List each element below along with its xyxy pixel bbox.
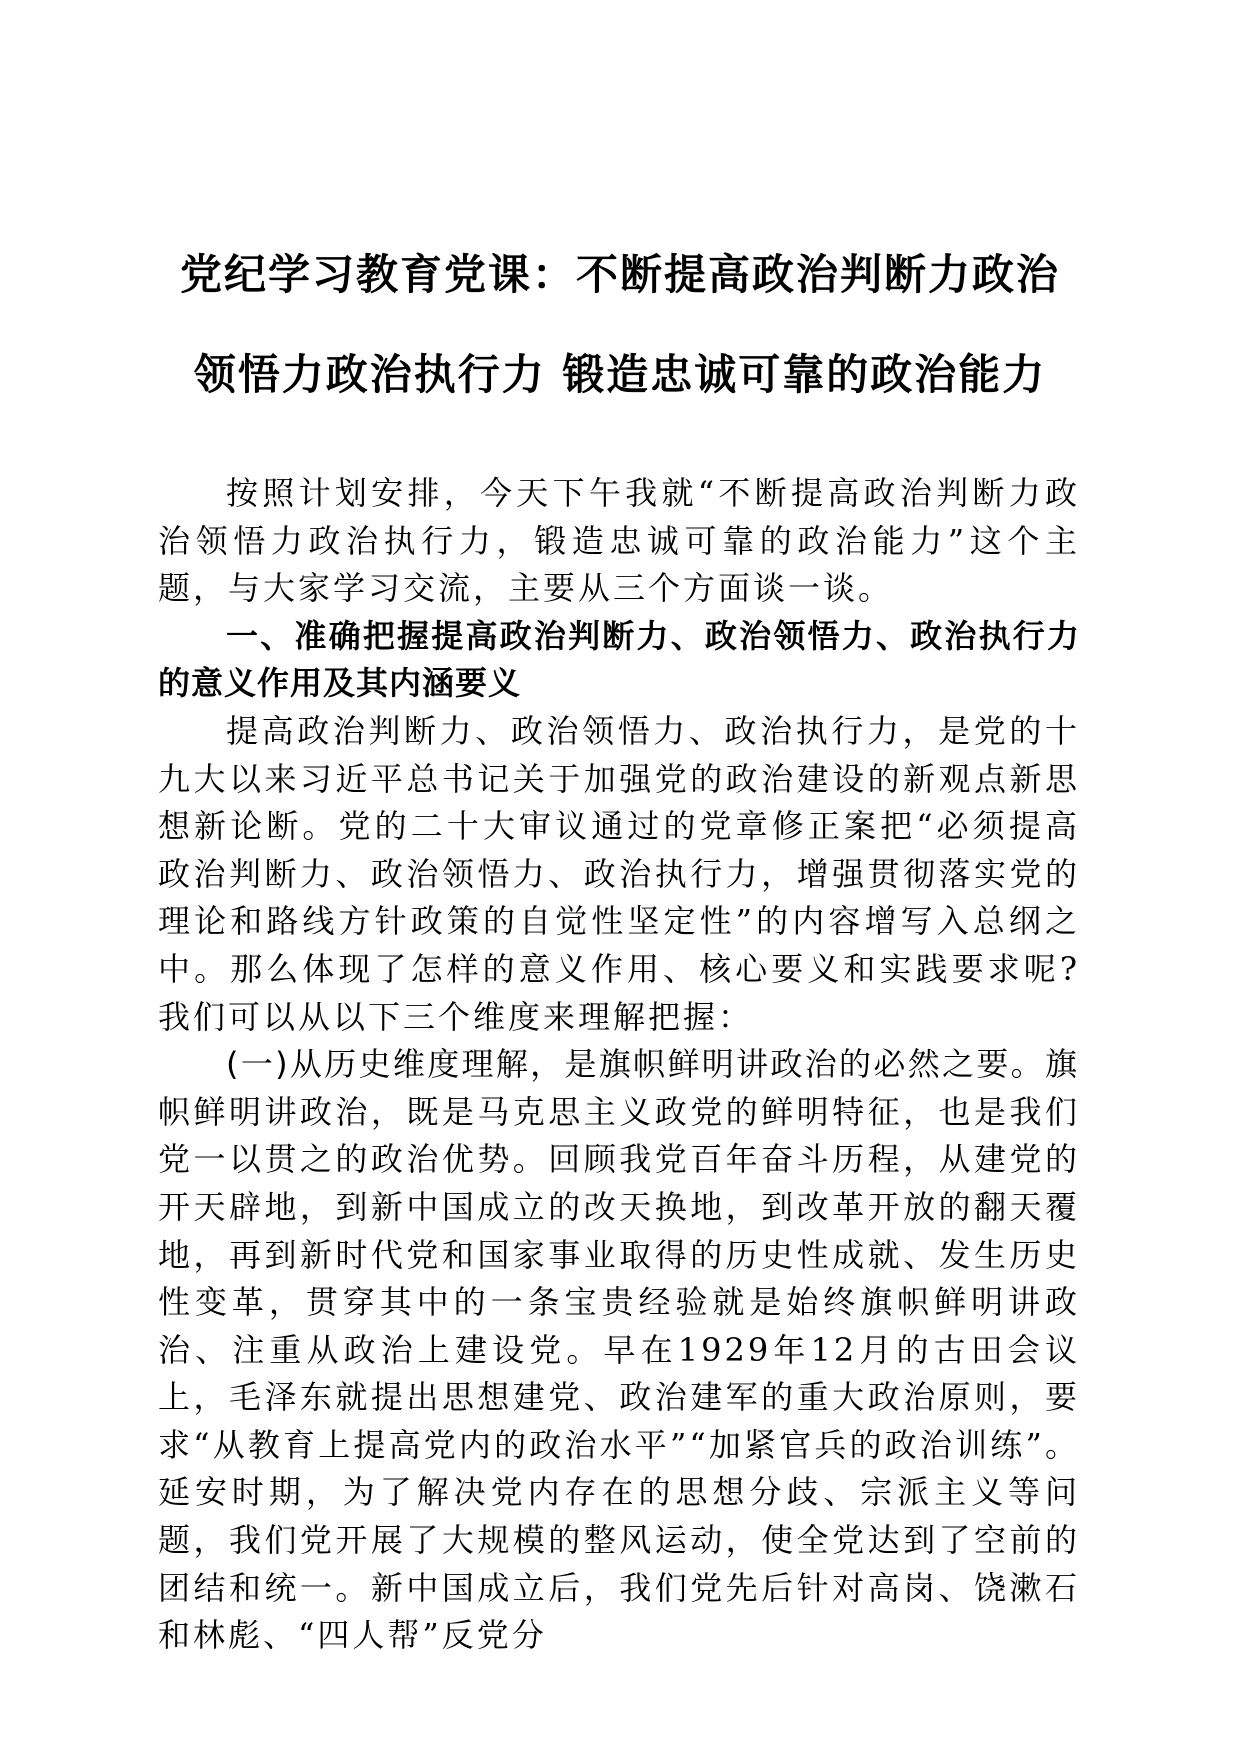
subsection-1-paragraph — [158, 1041, 1080, 1660]
intro-paragraph: 按照计划安排，今天下午我就“不断提高政治判断力政治领悟力政治执行力，锻造忠诚可靠的政治能力”这个主题，与大家学习交流，主要从三个方面谈一谈。 — [158, 474, 1080, 608]
subsection-1-text: 旗帜鲜明讲政治，既是马克思主义政党的鲜明特征，也是我们党一以贯之的政治优势。回顾我党百年奋斗历程，从建党的开天辟地，到新中国成立的改天换地，到改革开放的翻天覆地，再到新时代党和国家事业取得的历史性成就、发生历史性变革，贯穿其中的一条宝贵经验就是始终旗帜鲜明讲政治、注重从政治上建设党。早在1929年12月的古田会议上，毛泽东就提出思想建党、政治建军的重大政治原则，要求“从教育上提高党内的政治水平”“加紧官兵的政治训练”。延安时期，为了解决党内存在的思想分歧、宗派主义等问题，我们党开展了大规模的整风运动，使全党达到了空前的团结和统一。新中国成立后，我们党先后针对高岗、饶漱石和林彪、“四人帮”反党分 — [158, 1045, 1080, 1655]
subsection-1-lead: (一)从历史维度理解，是旗帜鲜明讲政治的必然之要。 — [226, 1045, 1045, 1084]
document-body — [158, 470, 1080, 1660]
section-1-heading: 一、准确把握提高政治判断力、政治领悟力、政治执行力的意义作用及其内涵要义 — [158, 616, 1080, 703]
title-line-2: 领悟力政治执行力 锻造忠诚可靠的政治能力 — [193, 350, 1047, 399]
title-line-1: 党纪学习教育党课：不断提高政治判断力政治 — [179, 250, 1060, 299]
document-title — [150, 225, 1090, 425]
section-1-paragraph: 提高政治判断力、政治领悟力、政治执行力，是党的十九大以来习近平总书记关于加强党的政治建设的新观点新思想新论断。党的二十大审议通过的党章修正案把“必须提高政治判断力、政治领悟力、政治执行力，增强贯彻落实党的理论和路线方针政策的自觉性坚定性”的内容增写入总纲之中。那么体现了怎样的意义作用、核心要义和实践要求呢?我们可以从以下三个维度来理解把握： — [158, 711, 1080, 1036]
